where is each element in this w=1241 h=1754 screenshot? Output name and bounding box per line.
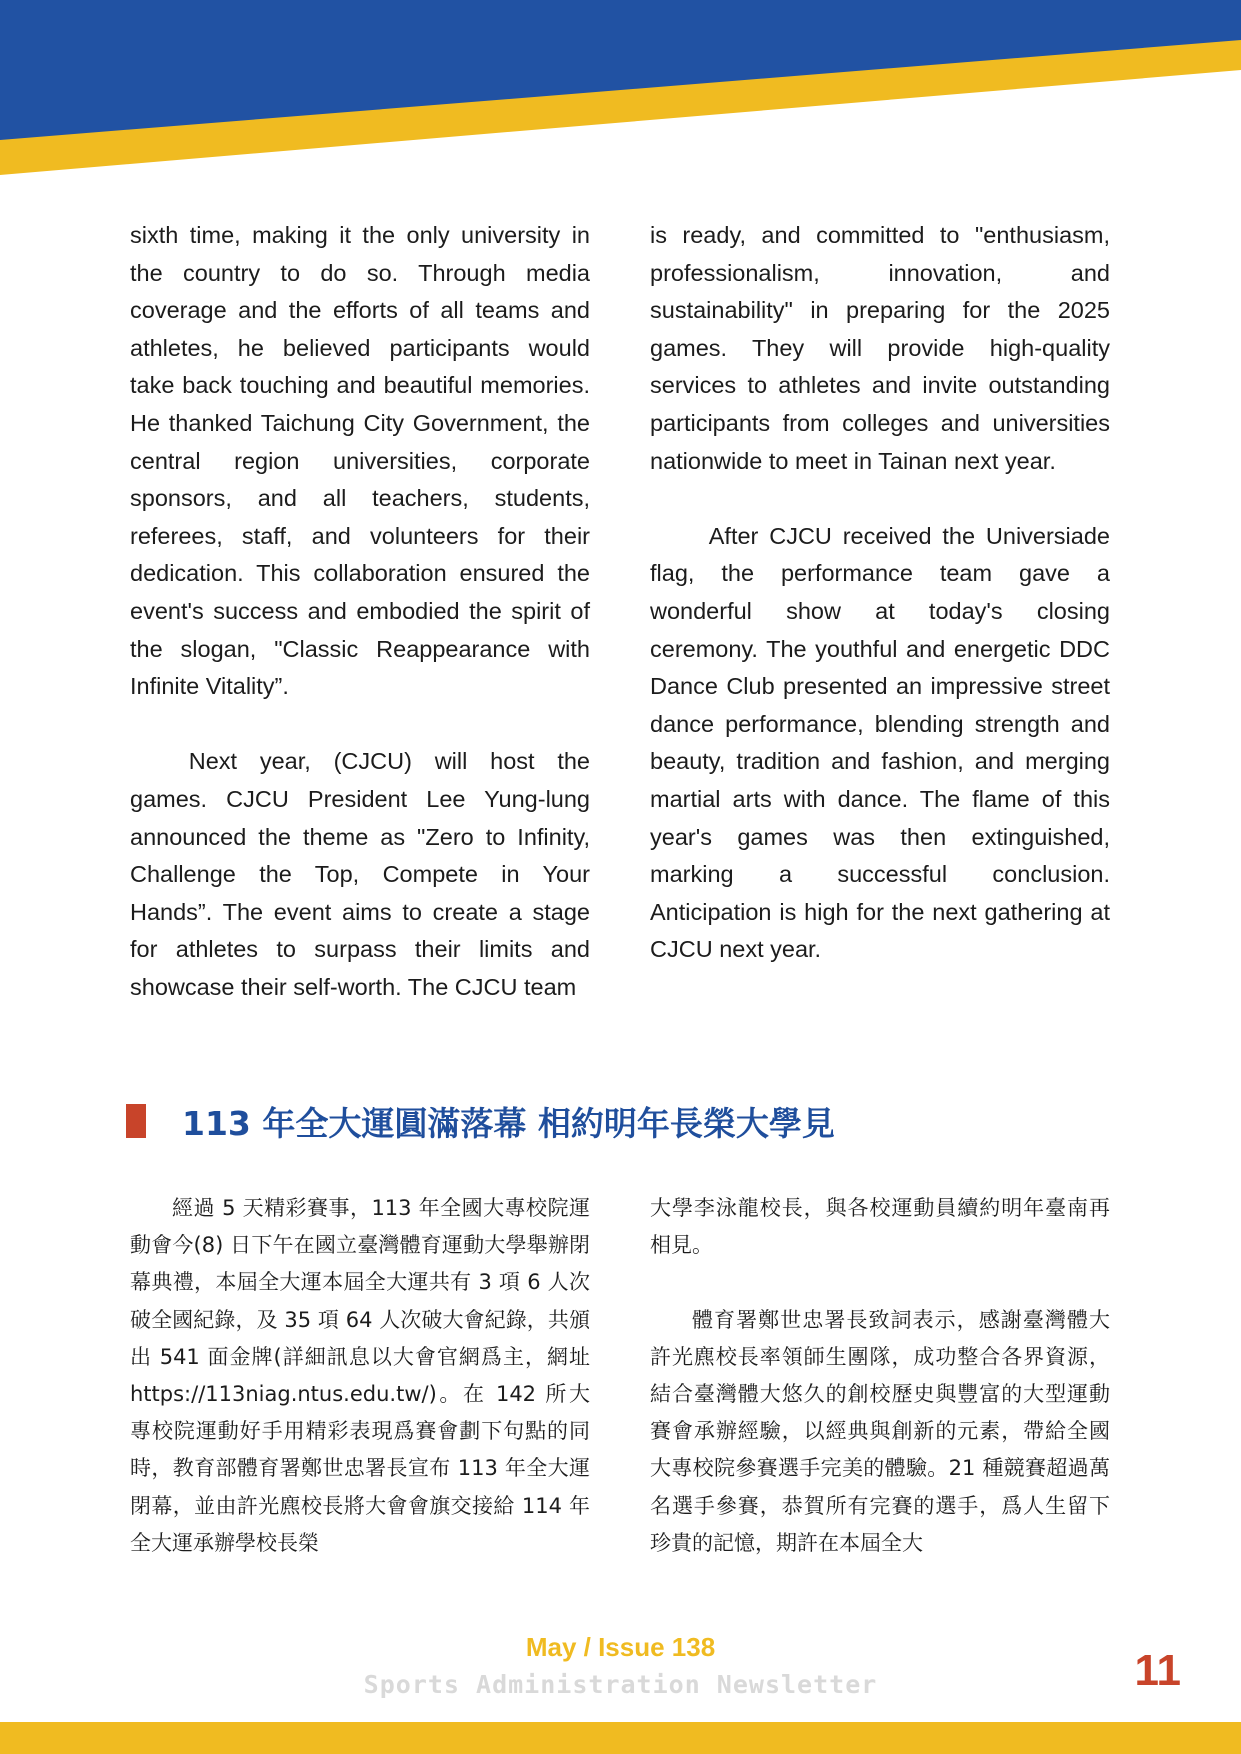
section-marker: [126, 1104, 146, 1138]
section-title: 113 年全大運圓滿落幕 相約明年長榮大學見: [182, 1104, 835, 1143]
english-paragraph: is ready, and committed to "enthusiasm, professionalism, innovation, and sustainability" in preparing for the 2025 games. They will provide high-quality services to athletes and invite outstanding participants from colleges and universities nationwide to meet in Tainan next year.: [650, 222, 1110, 474]
chinese-paragraph: 體育署鄭世忠署長致詞表示，感謝臺灣體大許光麃校長率領師生團隊，成功整合各界資源，結合臺灣體大悠久的創校歷史與豐富的大型運動賽會承辦經驗，以經典與創新的元素，帶給全國大專校院參賽選手完美的體驗。21 種競賽超過萬名選手參賽，恭賀所有完賽的選手，爲人生留下珍貴的記憶，期許在本屆全大: [650, 1307, 1110, 1555]
english-paragraph: Next year, (CJCU) will host the games. CJCU President Lee Yung-lung announced the theme as "Zero to Infinity, Challenge the Top, Compete in Your Hands”. The event aims to create a stage for athletes to surpass their limits and showcase their self-worth. The CJCU team: [130, 748, 590, 1000]
page-number: 11: [1134, 1646, 1181, 1695]
footer-newsletter-name: Sports Administration Newsletter: [363, 1670, 878, 1699]
chinese-column-left: [130, 1190, 590, 1562]
chinese-paragraph: 大學李泳龍校長，與各校運動員續約明年臺南再相見。: [650, 1196, 1110, 1258]
footer-issue: May / Issue 138: [525, 1632, 716, 1662]
chinese-paragraph: 經過 5 天精彩賽事，113 年全國大專校院運動會今(8) 日下午在國立臺灣體育運動大學舉辦閉幕典禮，本屆全大運本屆全大運共有 3 項 6 人次破全國紀錄，及 35 項 64 人次破大會紀錄，共頒出 541 面金牌(詳細訊息以大會官網爲主，網址 https://113niag.ntus.edu.tw/)。在 142 所大專校院運動好手用精彩表現爲賽會劃下句點的同時，教育部體育署鄭世忠署長宣布 113 年全大運閉幕，並由許光麃校長將大會會旗交接給 114 年全大運承辦學校長榮: [130, 1196, 590, 1555]
header-decoration: [0, 0, 1241, 180]
english-column-left: [130, 217, 590, 1006]
chinese-column-right: [650, 1190, 1110, 1562]
english-paragraph: sixth time, making it the only university in the country to do so. Through media coverage and the efforts of all teams and athletes, he believed participants would take back touching and beautiful memories. He thanked Taichung City Government, the central region universities, corporate sponsors, and all teachers, students, referees, staff, and volunteers for their dedication. This collaboration ensured the event's success and embodied the spirit of the slogan, "Classic Reappearance with Infinite Vitality”.: [130, 222, 590, 700]
english-paragraph: After CJCU received the Universiade flag, the performance team gave a wonderful show at today's closing ceremony. The youthful and energetic DDC Dance Club presented an impressive street dance performance, blending strength and beauty, tradition and fashion, and merging martial arts with dance. The flame of this year's games was then extinguished, marking a successful conclusion. Anticipation is high for the next gathering at CJCU next year.: [650, 522, 1110, 963]
footer-bar: [0, 1722, 1241, 1754]
english-column-right: [650, 217, 1110, 969]
